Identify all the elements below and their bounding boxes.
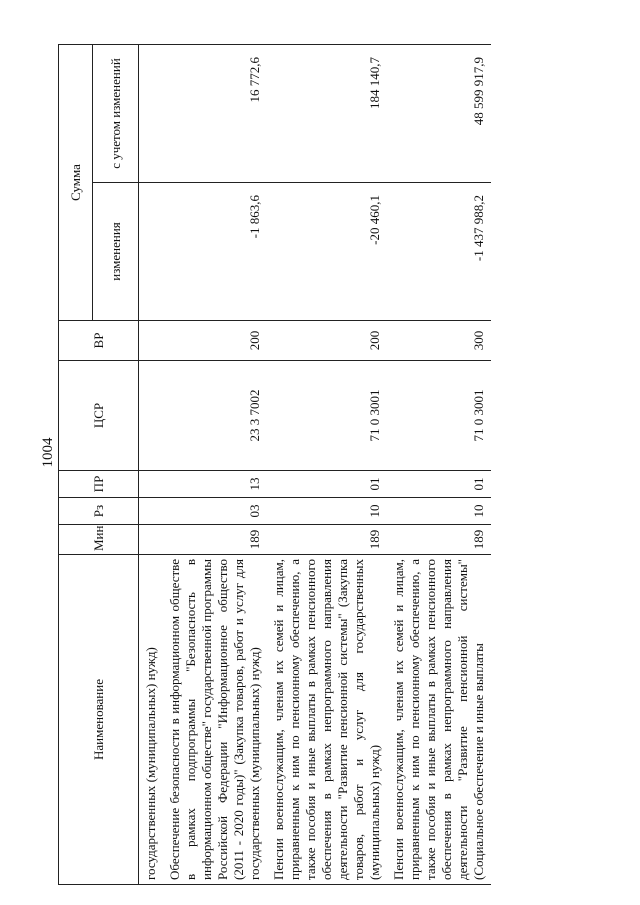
row-total: 184 140,7 [267,45,387,183]
table-row [163,45,267,885]
header-min: Мин [59,525,139,555]
row-total: 48 599 917,9 [387,45,491,183]
table-row [387,45,491,885]
table-row [267,45,387,885]
row-name: Пенсии военнослужащим, членам их семей и лицам, приравненным к ним по пенсионному обеспечению, а также пособия и иные выплаты в рамках пенсионного обеспечения в рамках непрограммного направления деятельности "Развитие пенсионной системы" (Социальное обеспечение и иные выплаты [387,555,491,885]
row-vr: 200 [267,321,387,361]
row-pr: 13 [163,471,267,498]
page-number: 1004 [40,437,56,468]
continuation-text: государственных (муниципальных) нужд) [139,555,164,885]
row-change: -1 437 988,2 [387,183,491,321]
row-rz: 03 [163,498,267,525]
header-rz: Рз [59,498,139,525]
header-name: Наименование [59,555,139,885]
header-with-change: с учетом изменений [93,45,139,183]
row-min: 189 [267,525,387,555]
row-name: Обеспечение безопасности в информационном обществе в рамках подпрограммы "Безопасность в информационном обществе" государственной программы Российской Федерации "Информационное общество (2011 - 2020 годы)" (Закупка товаров, работ и услуг для государственных (муниципальных) нужд) [163,555,267,885]
row-min: 189 [387,525,491,555]
row-csr: 23 3 7002 [163,361,267,471]
row-csr: 71 0 3001 [267,361,387,471]
row-change: -20 460,1 [267,183,387,321]
header-pr: ПР [59,471,139,498]
header-vr: ВР [59,321,139,361]
row-vr: 200 [163,321,267,361]
row-pr: 01 [387,471,491,498]
row-csr: 71 0 3001 [387,361,491,471]
row-name: Пенсии военнослужащим, членам их семей и лицам, приравненным к ним по пенсионному обеспечению, а также пособия и иные выплаты в рамках пенсионного обеспечения в рамках непрограммного направления деятельности "Развитие пенсионной системы" (Закупка товаров, работ и услуг для государственных (муниципальных) нужд) [267,555,387,885]
row-vr: 300 [387,321,491,361]
budget-table [58,44,491,885]
row-total: 16 772,6 [163,45,267,183]
row-rz: 10 [387,498,491,525]
table-row-continuation [139,45,164,885]
row-min: 189 [163,525,267,555]
header-csr: ЦСР [59,361,139,471]
header-sum: Сумма [59,45,93,321]
row-change: -1 863,6 [163,183,267,321]
row-pr: 01 [267,471,387,498]
row-rz: 10 [267,498,387,525]
header-change: изменения [93,183,139,321]
